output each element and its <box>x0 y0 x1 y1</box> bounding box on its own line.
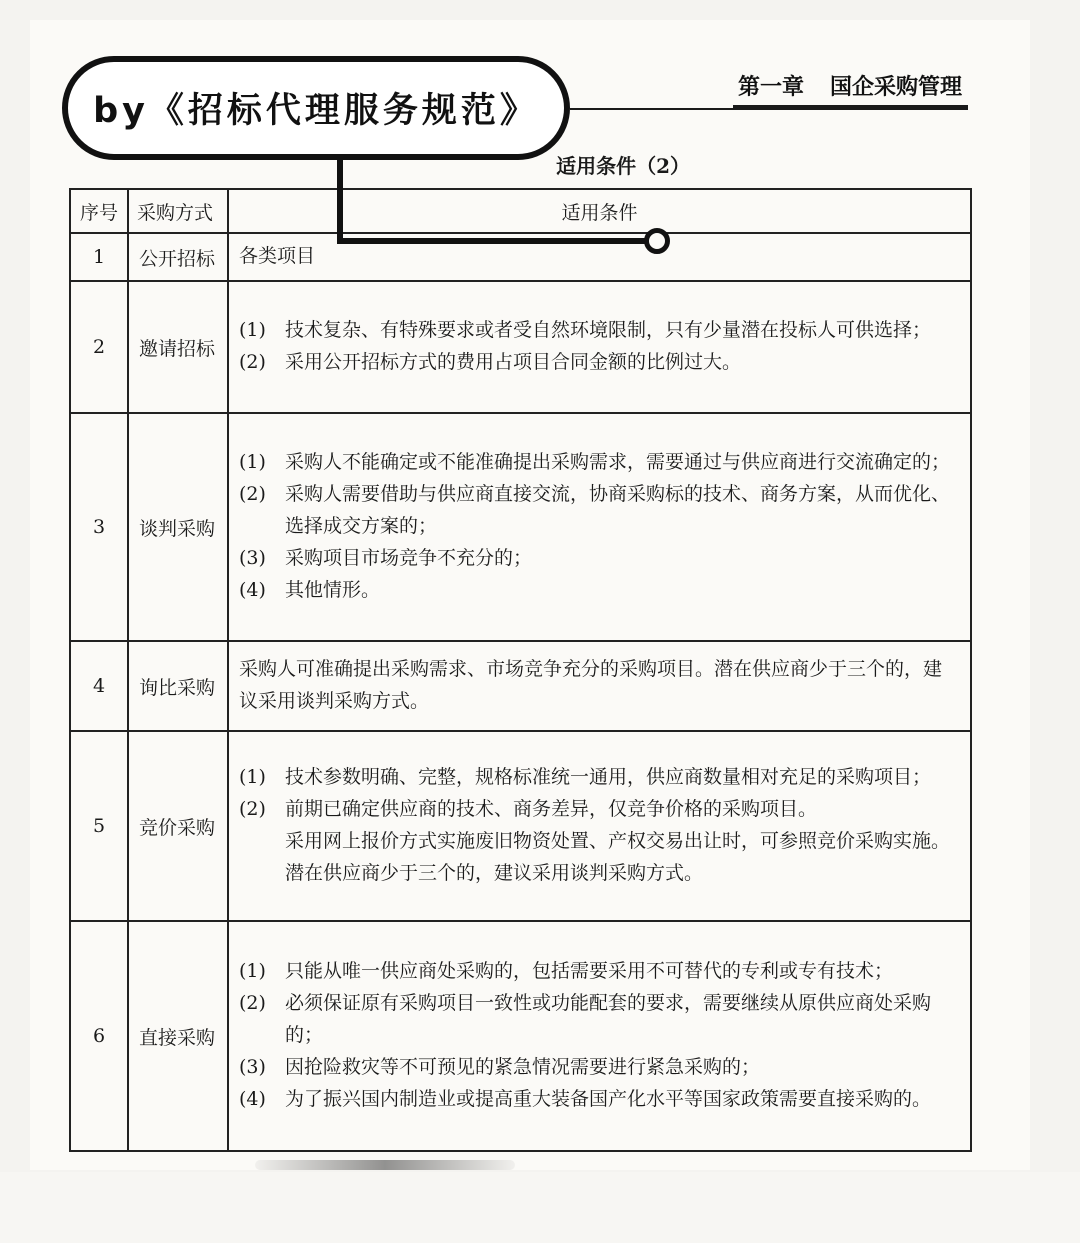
condition-number: (1) <box>239 319 266 341</box>
condition-number: (3) <box>239 1056 266 1078</box>
condition-item <box>239 955 960 987</box>
badge-connector-horizontal <box>337 238 649 244</box>
applicable-conditions <box>228 731 971 921</box>
applicable-conditions <box>228 641 971 731</box>
condition-item <box>239 1051 960 1083</box>
condition-text: 为了振兴国内制造业或提高重大装备国产化水平等国家政策需要直接采购的。 <box>285 1088 932 1110</box>
procurement-method: 公开招标 <box>128 233 228 281</box>
condition-item <box>239 793 960 825</box>
condition-text: 前期已确定供应商的技术、商务差异，仅竞争价格的采购项目。 <box>285 798 818 820</box>
table-row <box>70 921 971 1151</box>
procurement-method: 询比采购 <box>128 641 228 731</box>
table-body <box>70 233 971 1151</box>
condition-text: 技术复杂、有特殊要求或者受自然环境限制，只有少量潜在投标人可供选择； <box>285 319 932 341</box>
condition-item <box>239 314 960 346</box>
page-edge-shadow <box>255 1160 515 1170</box>
photo-bottom-margin <box>0 1172 1080 1243</box>
condition-text: 各类项目 <box>239 245 316 267</box>
row-number: 3 <box>70 413 128 641</box>
condition-text: 采购人不能确定或不能准确提出采购需求，需要通过与供应商进行交流确定的； <box>285 451 951 473</box>
condition-number: (4) <box>239 1088 266 1110</box>
condition-item <box>239 1083 960 1115</box>
row-number: 1 <box>70 233 128 281</box>
condition-item <box>239 761 960 793</box>
condition-item <box>239 346 960 378</box>
condition-text: 采用公开招标方式的费用占项目合同金额的比例过大。 <box>285 351 742 373</box>
condition-item <box>239 987 960 1051</box>
applicable-conditions <box>228 921 971 1151</box>
procurement-method: 谈判采购 <box>128 413 228 641</box>
applicable-conditions <box>228 413 971 641</box>
condition-item <box>239 478 960 542</box>
chapter-title: 国企采购管理 <box>830 74 963 100</box>
condition-item <box>239 240 960 272</box>
condition-text: 必须保证原有采购项目一致性或功能配套的要求，需要继续从原供应商处采购的； <box>285 992 932 1046</box>
condition-number: (3) <box>239 547 266 569</box>
row-number: 4 <box>70 641 128 731</box>
condition-text: 只能从唯一供应商处采购的，包括需要采用不可替代的专利或专有技术； <box>285 960 894 982</box>
condition-text: 技术参数明确、完整，规格标准统一通用，供应商数量相对充足的采购项目； <box>285 766 932 788</box>
condition-number: (4) <box>239 579 266 601</box>
source-badge-text: by《招标代理服务规范》 <box>93 91 539 131</box>
column-header-method: 采购方式 <box>128 189 228 233</box>
table-row <box>70 641 971 731</box>
condition-item <box>239 542 960 574</box>
condition-text: 采购人可准确提出采购需求、市场竞争充分的采购项目。潜在供应商少于三个的，建议采用谈判采购方式。 <box>239 658 943 712</box>
table-row <box>70 413 971 641</box>
procurement-method: 邀请招标 <box>128 281 228 413</box>
row-number: 5 <box>70 731 128 921</box>
chapter-header <box>738 70 962 101</box>
table-row <box>70 731 971 921</box>
condition-number: (1) <box>239 960 266 982</box>
condition-item <box>239 653 960 717</box>
condition-number: (2) <box>239 351 266 373</box>
row-number: 6 <box>70 921 128 1151</box>
condition-text: 采购项目市场竞争不充分的； <box>285 547 533 569</box>
condition-number: (2) <box>239 483 266 505</box>
condition-text: 其他情形。 <box>285 579 381 601</box>
table-row <box>70 281 971 413</box>
chapter-number: 第一章 <box>738 74 805 100</box>
table-header-row <box>70 189 971 233</box>
badge-connector-vertical <box>337 158 343 244</box>
applicable-conditions <box>228 281 971 413</box>
condition-number: (1) <box>239 451 266 473</box>
source-badge <box>62 56 570 160</box>
column-header-conditions: 适用条件 <box>228 189 971 233</box>
condition-number: (2) <box>239 798 266 820</box>
condition-item <box>239 574 960 606</box>
conditions-table <box>69 188 972 1152</box>
connector-end-dot <box>644 228 670 254</box>
table-caption: 适用条件（2） <box>556 154 690 178</box>
row-number: 2 <box>70 281 128 413</box>
condition-number: (2) <box>239 992 266 1014</box>
procurement-method: 直接采购 <box>128 921 228 1151</box>
header-rule-accent <box>733 105 968 109</box>
condition-text: 采购人需要借助与供应商直接交流，协商采购标的技术、商务方案，从而优化、选择成交方案的； <box>285 483 951 537</box>
condition-item <box>239 825 960 889</box>
condition-text: 采用网上报价方式实施废旧物资处置、产权交易出让时，可参照竞价采购实施。潜在供应商少于三个的，建议采用谈判采购方式。 <box>285 830 951 884</box>
condition-item <box>239 446 960 478</box>
procurement-method: 竞价采购 <box>128 731 228 921</box>
column-header-no: 序号 <box>70 189 128 233</box>
condition-number: (1) <box>239 766 266 788</box>
condition-text: 因抢险救灾等不可预见的紧急情况需要进行紧急采购的； <box>285 1056 761 1078</box>
